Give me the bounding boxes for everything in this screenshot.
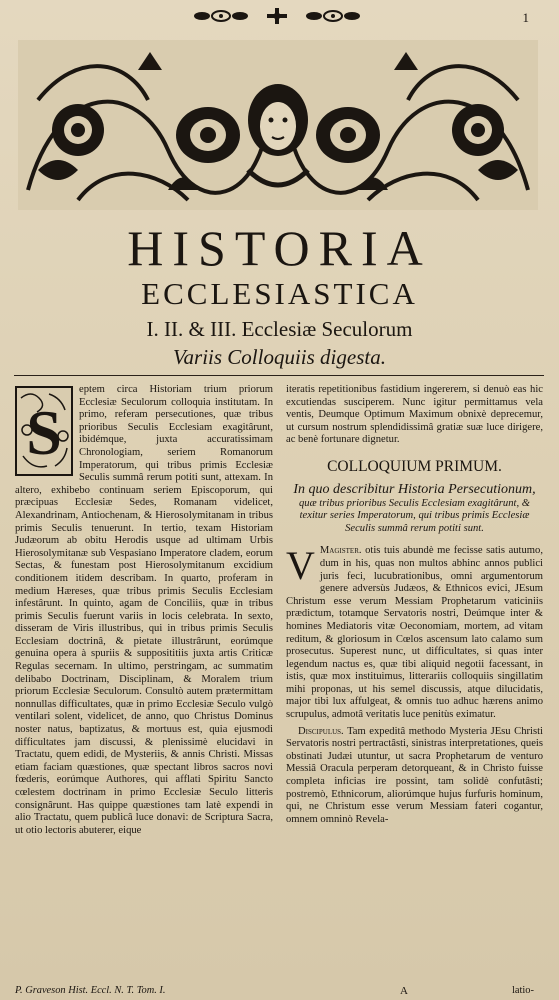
title-seculorum: I. II. & III. Ecclesiæ Seculorum: [146, 317, 413, 341]
right-column: [286, 384, 543, 826]
colloquium-heading: COLLOQUIUM PRIMUM.: [327, 457, 502, 475]
fleuron-right-icon: [304, 8, 362, 24]
dropcap-engraving: [15, 386, 73, 476]
catchword: latio-: [512, 985, 534, 996]
left-column: [15, 384, 273, 837]
paragraph-discipulus: [286, 726, 543, 827]
magister-text: otis tuis abundè me fecisse satis autumo, dum in his, quas non multos abhinc annos publici juris feci, lucubrationibus, omni argumentorum genere adversùs Judæos, & Ethnicos evici, JEsum Christum esse verum Messiam Prophetarum vaticiniis prædictum, totamque Servatoris nostri, Deúmque inter & homines Mediatoris vitæ Oeconomiam, mortem, ad vitam reditum, & gloriosum in Cœlos ascensum lato calamo sum prosecutus. Superest nunc, ut difficultates, si quas inter legendum nactus es, quæ tibi aliquid negotii facessant, in istis, quæ mox instituimus, litterariis colloquiis singillatim mihi proponas, ut his semel discussis, atque dilucidatis, major tibi lux affulgeat, & omnis tuo adhuc hærens animo scrupulus, admotâ veritatis luce penitùs eximatur.: [286, 545, 543, 721]
title-historia: HISTORIA: [127, 220, 432, 276]
discipulus-text: Tam expeditâ methodo Mysteria JEsu Christi Servatoris nostri pertractâsti, sinistras interpretationes, queis obstinati Judæi utuntur, ut sacra Prophetarum de venturo Messiâ Oracula perperam detorqueant, & in Christo fuisse completa inficias ire possint, tam solidè confutâsti; postremò, Ethnicorum, aliorúmque hujus furfuris hominum, qui, ne Christum esse verum Messiam fateri cogantur, omnem omninò Revela-: [286, 725, 543, 825]
colloquium-subtitle: [292, 482, 537, 536]
right-intro-text: iteratis repetitionibus fastidium ingererem, si denuò eas hic excutiendas susciperem. Nunc igitur permittamus vela ventis, Deumque Optimum Maximum obnixè deprecemur, ut cursum nostrum splendidissimâ gratiæ suæ luce dirigere, ac benè fortunare dignetur.: [286, 384, 543, 446]
colloquium-subtitle-lead: In quo describitur Historia Persecutionum,: [293, 481, 536, 497]
speaker-discipulus: Discipulus.: [298, 725, 344, 737]
headpiece-engraving: [18, 40, 538, 210]
speaker-magister: Magister.: [319, 545, 362, 557]
cross-ornament-icon: [262, 7, 292, 25]
page-number: 1: [522, 10, 529, 25]
signature-mark: A: [400, 985, 408, 997]
title-ecclesiastica: ECCLESIASTICA: [141, 276, 418, 311]
left-column-text: eptem circa Historiam trium priorum Ecclesiæ Seculorum colloquia institutam. In primo, referam persecutiones, quæ tribus prioribus Seculis Ecclesiam exagitârunt, ibidémque, juxta accuratissimam Chronologiam, seriem Romanorum Imperatorum, qui tribus primis Ecclesiæ Seculis summâ rerum potiti sunt, attexam. In altero, exhibebo continuam seriem Episcoporum, qui præcipuas Ecclesiæ Sedes, Romanam videlicet, Alexandrinam, Antiochenam, & Hierosolymitanam in tribus primis Seculis tenuerunt. In tertio, texam Historiam Judæorum ab obitu Herodis usque ad ultimam Urbis Hierosolymitanæ sub Vespasiano Imperatore cladem, eorum Sectas, & funestam post Hierosolymitanum excidium conditionem itidem describam. In quarto, proferam in medium Hæreses, quæ tribus primis Seculis Ecclesiam infestârunt. In quinto, agam de Conciliis, quæ in tribus primis Seculis fuerunt variis in locis celebrata. In sexto, disseram de Viris illustribus, qui in tribus primis Seculis Ecclesiam doctrinâ, & pietate illustrârunt, eorúmque genuina opera à spuriis & supposititiis juxta artis Criticæ Regulas secernam. In ultimo, perstringam, ac summatim delibabo Doctrinam, Disciplinam, & Moralem trium priorum Ecclesiæ Seculorum. Consultò autem prætermittam nonnullas difficultates, quæ in primo Ecclesiæ Seculo vulgò ventilari solent, videlicet, de anno, quo Christus Dominus noster natus, baptizatus, & mortuus est, quia ejusmodi difficultates jam discussi, & plenissimè elucidavi in Tractatu, quem edidi, de Mysteriis, & annis Christi. Missas etiam faciam quæstiones, quæ spectant libros sacros novi fœderis, eorúmque Authores, qui afflati Spiritu Sancto cœlestem doctrinam in primo Ecclesiæ Seculo litteris consignârunt. Has quippe quæstiones tam latè expendi in alio Tractatu, quem publicâ luce donavi: de Scriptura Sacra, ut otio lectoris abuterer, eique: [15, 384, 273, 836]
title-rule: [14, 375, 544, 376]
footer-note: P. Graveson Hist. Eccl. N. T. Tom. I.: [15, 985, 166, 996]
fleuron-left-icon: [192, 8, 250, 24]
paragraph-magister: [286, 545, 543, 721]
colloquium-subtitle-rest: quæ tribus prioribus Seculis Ecclesiam exagitârunt, & texitur series Imperatorum, qui tribus primis Ecclesiæ Seculis summâ rerum potiti sunt.: [299, 497, 530, 534]
svg-text:S: S: [26, 397, 62, 468]
dropcap-v: V: [286, 543, 315, 589]
title-colloquiis: Variis Colloquiis digesta.: [173, 345, 386, 369]
